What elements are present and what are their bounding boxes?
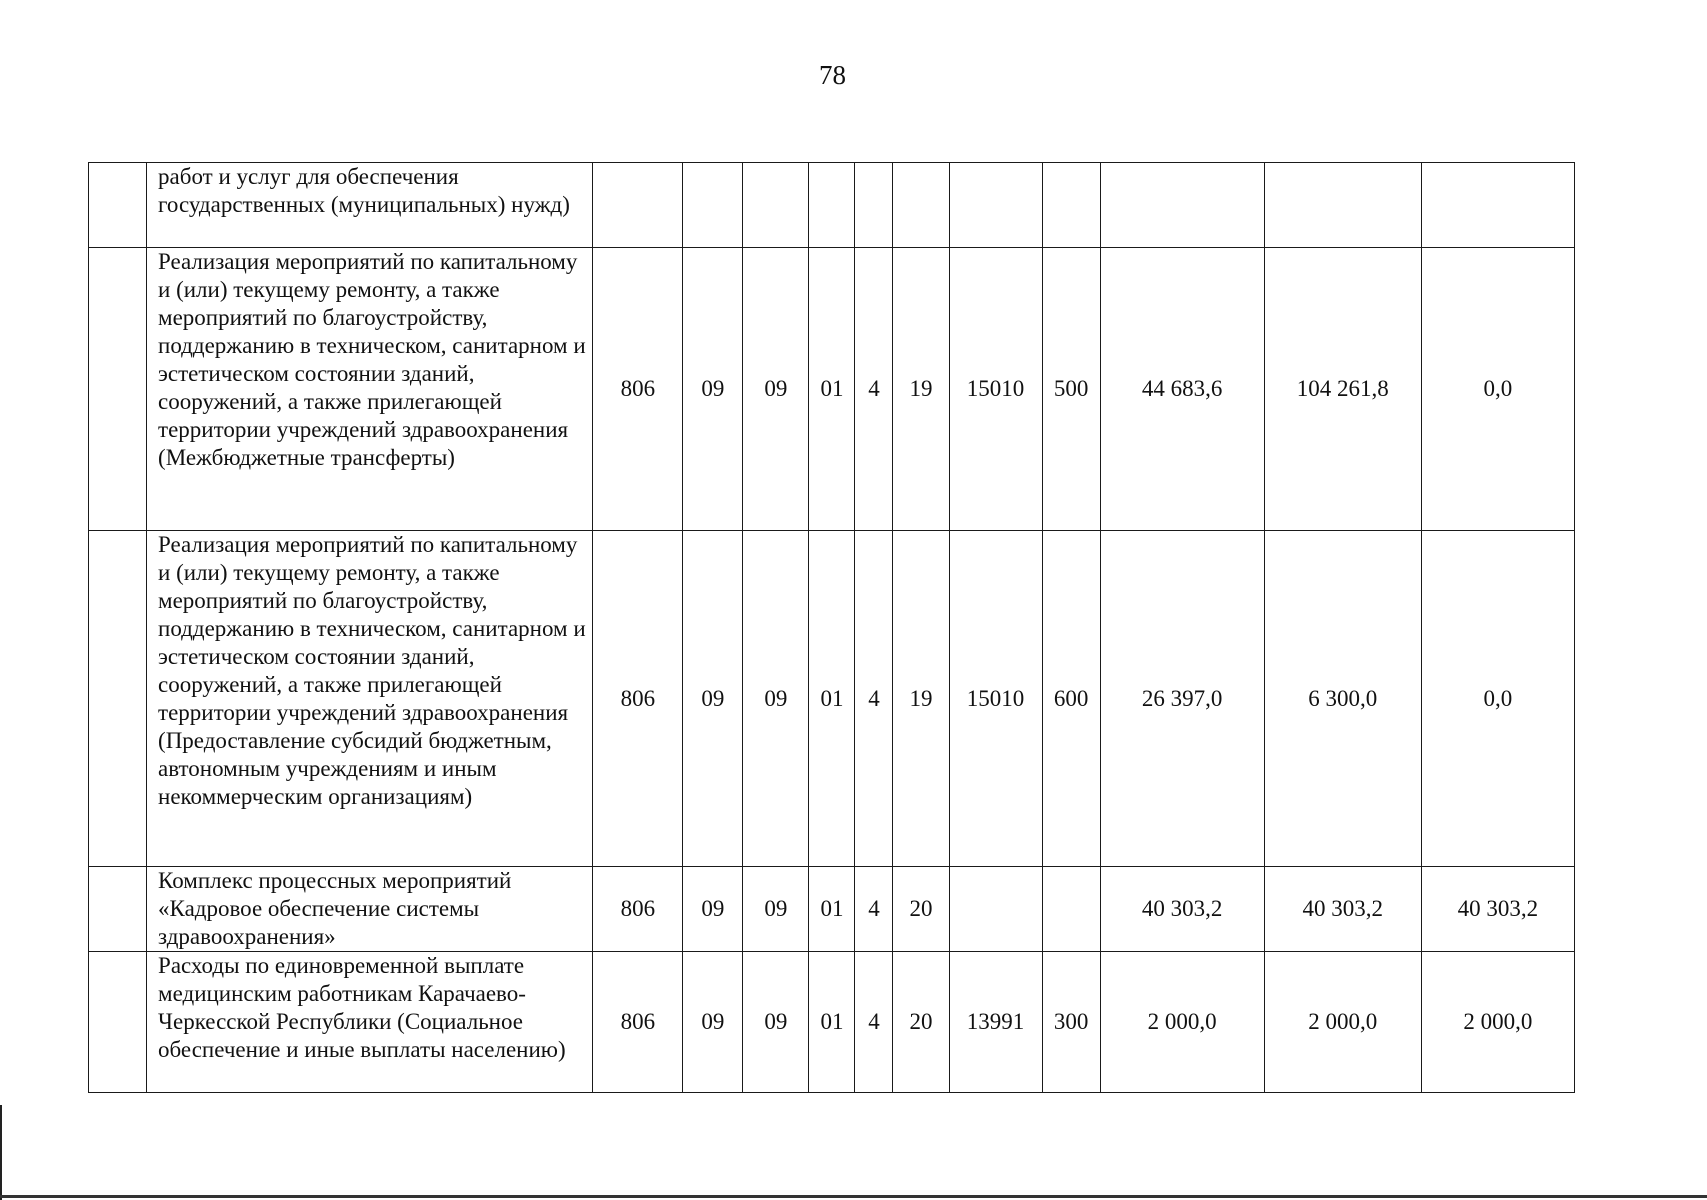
amount-year2-cell: 40 303,2 bbox=[1264, 867, 1421, 952]
amount-year1-cell bbox=[1100, 163, 1264, 248]
activity-code-cell: 20 bbox=[893, 867, 949, 952]
expense-name-cell: Комплекс процессных мероприятий «Кадровое обеспечение системы здравоохранения» bbox=[147, 867, 593, 952]
program-code-cell: 01 bbox=[809, 867, 855, 952]
row-number-cell bbox=[89, 952, 147, 1093]
program-code-cell bbox=[809, 163, 855, 248]
expense-type-cell: 300 bbox=[1042, 952, 1100, 1093]
amount-year2-cell: 2 000,0 bbox=[1264, 952, 1421, 1093]
amount-year3-cell: 0,0 bbox=[1421, 248, 1574, 531]
amount-year1-cell: 2 000,0 bbox=[1100, 952, 1264, 1093]
amount-year2-cell: 6 300,0 bbox=[1264, 531, 1421, 867]
direction-code-cell: 15010 bbox=[949, 531, 1042, 867]
subprogram-code-cell bbox=[855, 163, 893, 248]
amount-year2-cell bbox=[1264, 163, 1421, 248]
direction-code-cell: 13991 bbox=[949, 952, 1042, 1093]
subsection-code-cell: 09 bbox=[743, 867, 809, 952]
row-number-cell bbox=[89, 163, 147, 248]
ministry-code-cell: 806 bbox=[593, 952, 683, 1093]
section-code-cell: 09 bbox=[683, 531, 743, 867]
ministry-code-cell bbox=[593, 163, 683, 248]
subsection-code-cell: 09 bbox=[743, 531, 809, 867]
activity-code-cell bbox=[893, 163, 949, 248]
expense-name-cell: работ и услуг для обеспечения государственных (муниципальных) нужд) bbox=[147, 163, 593, 248]
amount-year3-cell: 0,0 bbox=[1421, 531, 1574, 867]
expense-name-cell: Расходы по единовременной выплате медицинским работникам Карачаево-Черкесской Республики (Социальное обеспечение и иные выплаты населению) bbox=[147, 952, 593, 1093]
amount-year3-cell: 2 000,0 bbox=[1421, 952, 1574, 1093]
scan-edge-mark bbox=[0, 1105, 2, 1200]
row-number-cell bbox=[89, 531, 147, 867]
table-row bbox=[89, 531, 1575, 867]
row-number-cell bbox=[89, 867, 147, 952]
activity-code-cell: 19 bbox=[893, 531, 949, 867]
amount-year1-cell: 26 397,0 bbox=[1100, 531, 1264, 867]
expense-name-cell: Реализация мероприятий по капитальному и (или) текущему ремонту, а также мероприятий по благоустройству, поддержанию в техническом, санитарном и эстетическом состоянии зданий, сооружений, а также прилегающей территории учреждений здравоохранения (Предоставление субсидий бюджетным, автономным учреждениям и иным некоммерческим организациям) bbox=[147, 531, 593, 867]
section-code-cell bbox=[683, 163, 743, 248]
scan-bottom-edge bbox=[0, 1195, 1707, 1198]
subprogram-code-cell: 4 bbox=[855, 248, 893, 531]
subprogram-code-cell: 4 bbox=[855, 867, 893, 952]
subsection-code-cell: 09 bbox=[743, 248, 809, 531]
table-row bbox=[89, 952, 1575, 1093]
expense-type-cell bbox=[1042, 163, 1100, 248]
amount-year3-cell: 40 303,2 bbox=[1421, 867, 1574, 952]
amount-year2-cell: 104 261,8 bbox=[1264, 248, 1421, 531]
subsection-code-cell: 09 bbox=[743, 952, 809, 1093]
program-code-cell: 01 bbox=[809, 952, 855, 1093]
section-code-cell: 09 bbox=[683, 867, 743, 952]
subprogram-code-cell: 4 bbox=[855, 531, 893, 867]
activity-code-cell: 19 bbox=[893, 248, 949, 531]
table-row bbox=[89, 248, 1575, 531]
table-row bbox=[89, 867, 1575, 952]
page-number: 78 bbox=[819, 60, 846, 90]
section-code-cell: 09 bbox=[683, 248, 743, 531]
expense-type-cell: 500 bbox=[1042, 248, 1100, 531]
direction-code-cell bbox=[949, 867, 1042, 952]
direction-code-cell: 15010 bbox=[949, 248, 1042, 531]
activity-code-cell: 20 bbox=[893, 952, 949, 1093]
table-row bbox=[89, 163, 1575, 248]
section-code-cell: 09 bbox=[683, 952, 743, 1093]
ministry-code-cell: 806 bbox=[593, 867, 683, 952]
ministry-code-cell: 806 bbox=[593, 248, 683, 531]
subprogram-code-cell: 4 bbox=[855, 952, 893, 1093]
expense-type-cell: 600 bbox=[1042, 531, 1100, 867]
amount-year3-cell bbox=[1421, 163, 1574, 248]
amount-year1-cell: 44 683,6 bbox=[1100, 248, 1264, 531]
row-number-cell bbox=[89, 248, 147, 531]
amount-year1-cell: 40 303,2 bbox=[1100, 867, 1264, 952]
direction-code-cell bbox=[949, 163, 1042, 248]
expense-name-cell: Реализация мероприятий по капитальному и (или) текущему ремонту, а также мероприятий по благоустройству, поддержанию в техническом, санитарном и эстетическом состоянии зданий, сооружений, а также прилегающей территории учреждений здравоохранения (Межбюджетные трансферты) bbox=[147, 248, 593, 531]
subsection-code-cell bbox=[743, 163, 809, 248]
expense-type-cell bbox=[1042, 867, 1100, 952]
program-code-cell: 01 bbox=[809, 531, 855, 867]
program-code-cell: 01 bbox=[809, 248, 855, 531]
ministry-code-cell: 806 bbox=[593, 531, 683, 867]
budget-table bbox=[88, 162, 1575, 1093]
